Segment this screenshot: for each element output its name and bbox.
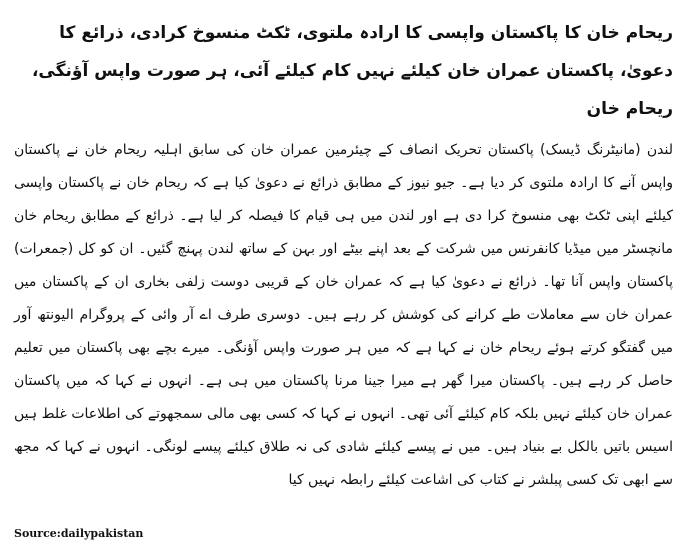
- article-headline: ریحام خان کا پاکستان واپسی کا ارادہ ملتوی، ٹکٹ منسوخ کرادی، ذرائع کا دعویٰ، پاکستان عمران خان کیلئے نہیں کام کیلئے آئی، ہر صورت واپس آؤنگی، ریحام خان: [31, 23, 673, 119]
- source-credit: Source:dailypakistan: [14, 527, 144, 540]
- article-body: لندن (مانیٹرنگ ڈیسک) پاکستان تحریک انصاف کے چیئرمین عمران خان کی سابق اہلیہ ریحام خان نے پاکستان واپس آنے کا ارادہ ملتوی کر دیا ہے۔ جیو نیوز کے مطابق ذرائع نے دعویٰ کیا ہے کہ ریحام خان نے پاکستان واپسی کیلئے اپنی ٹکٹ بھی منسوخ کرا دی ہے اور لندن میں ہی قیام کا فیصلہ کر لیا ہے۔ ذرائع کے مطابق ریحام خان مانچسٹر میں میڈیا کانفرنس میں شرکت کے بعد اپنے بیٹے اور بہن کے ساتھ لندن پہنچ گئیں۔ ان کو کل (جمعرات) پاکستان واپس آنا تھا۔ ذرائع نے دعویٰ کیا ہے کہ عمران خان کے قریبی دوست زلفی بخاری ان کے پاکستان میں عمران خان سے معاملات طے کرانے کی کوشش کر رہے ہیں۔ دوسری طرف اے آر وائی کے پروگرام الیونتھ آور میں گفتگو کرتے ہوئے ریحام خان نے کہا ہے کہ میں ہر صورت واپس آؤنگی۔ میرے بچے بھی پاکستان میں تعلیم حاصل کر رہے ہیں۔ پاکستان میرا گھر ہے میرا جینا مرنا پاکستان میں ہی ہے۔ انہوں نے کہا کہ میں پاکستان عمران خان کیلئے نہیں بلکہ کام کیلئے آئی تھی۔ انہوں نے کہا کہ کسی بھی مالی سمجھوتے کی اطلاعات غلط ہیں اسیس باتیں بالکل بے بنیاد ہیں۔ میں نے پیسے کیلئے شادی کی نہ طلاق کیلئے پیسے لونگی۔ انہوں نے کہا کہ مجھ سے ابھی تک کسی پبلشر نے کتاب کی اشاعت کیلئے رابطہ نہیں کیا: [14, 142, 673, 488]
